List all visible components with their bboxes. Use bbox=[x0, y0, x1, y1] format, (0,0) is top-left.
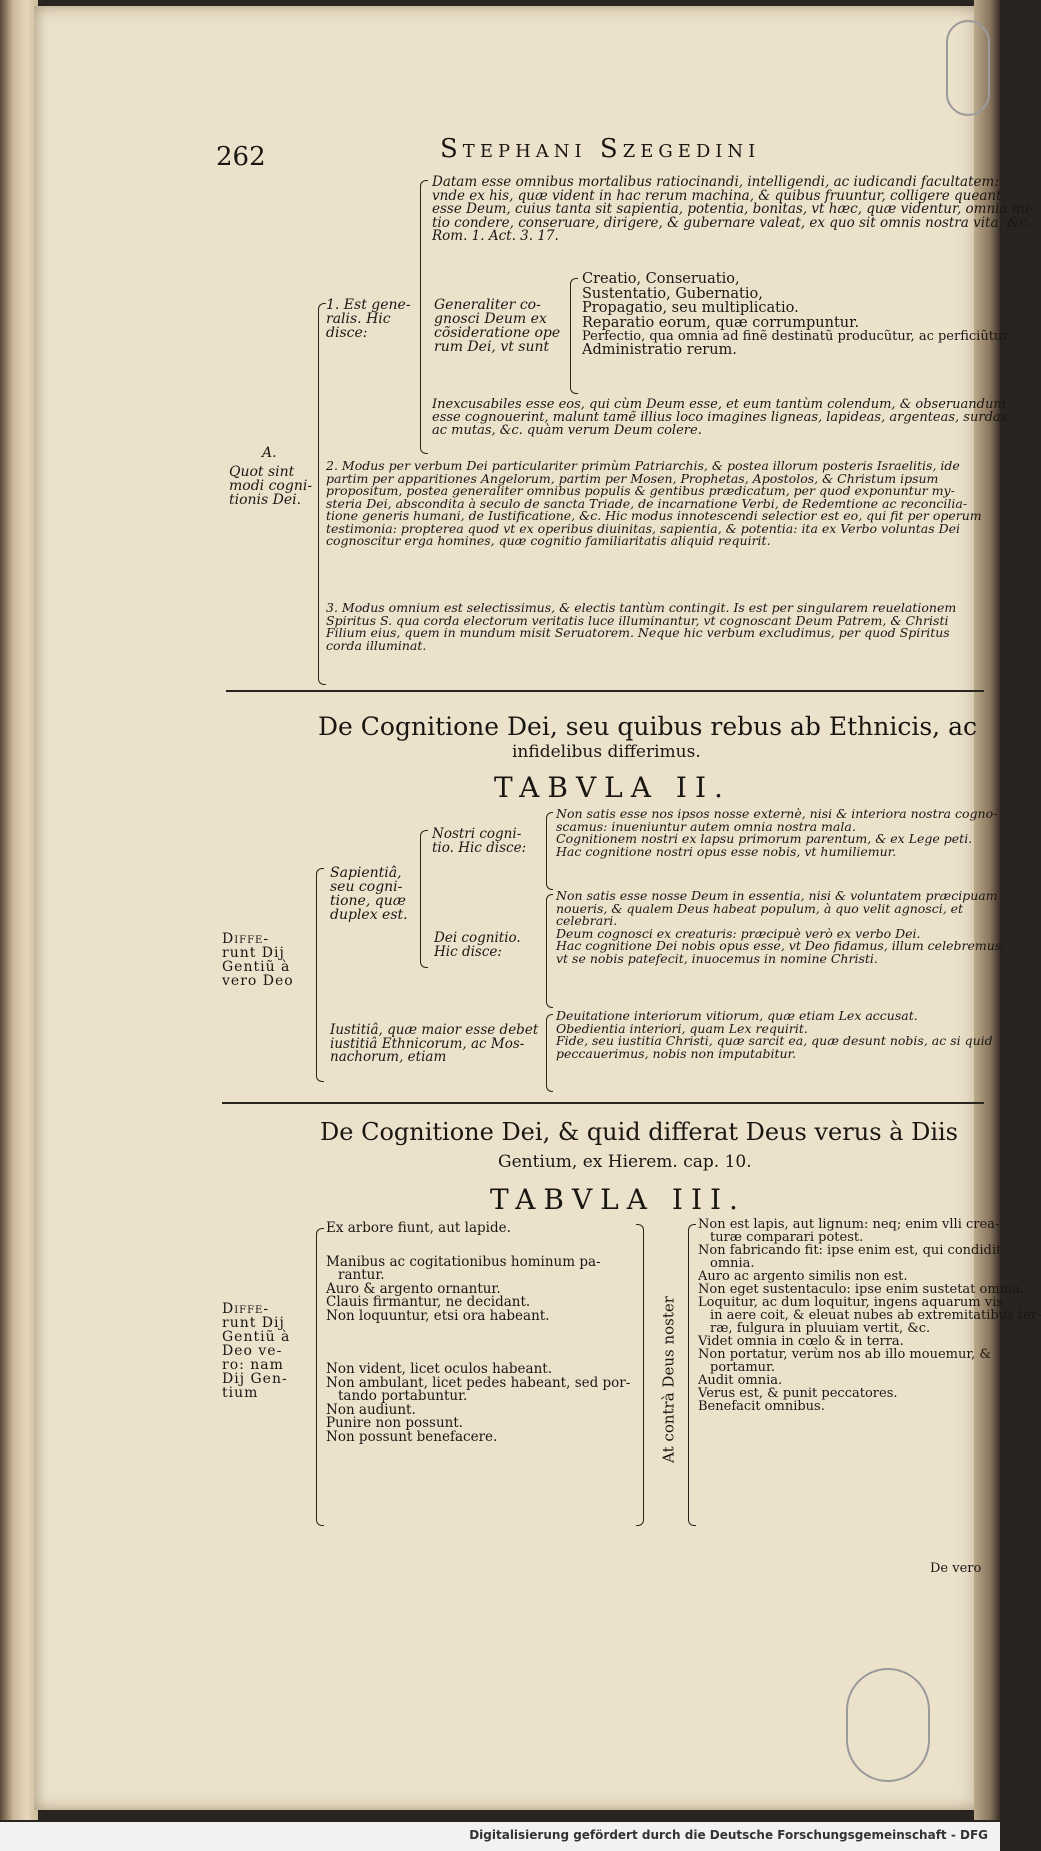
table1-modus1-label: 1. Est gene- ralis. Hic disce: bbox=[326, 297, 411, 341]
table1-generaliter-label: Generaliter co- gnosci Deum ex cõsideratione ope rum Dei, vt sunt bbox=[434, 297, 561, 355]
table2-nostri-items: Non satis esse nos ipsos nosse externè, nisi & interiora nostra cogno- scamus: inueniuntur autem omnia nostra mala. Cognitionem nostri ex lapsu primorum parentum, & ex Lege peti. Hac cognitione nostri opus esse nobis, vt humiliemur. bbox=[556, 806, 998, 859]
table1-main-brace bbox=[318, 303, 326, 685]
table1-root-label: Quot sint modi cogni- tionis Dei. bbox=[229, 464, 313, 508]
catchword: De vero bbox=[930, 1561, 982, 1576]
table2-nostri-label: Nostri cogni- tio. Hic disce: bbox=[432, 826, 527, 856]
opera-item: Reparatio eorum, quæ corrumpuntur. bbox=[582, 314, 860, 331]
opera-item: Sustentatio, Gubernatio, bbox=[582, 285, 763, 302]
table3-vertical-label: At contrà Deus noster bbox=[659, 1296, 678, 1463]
opera-item: Administratio rerum. bbox=[582, 342, 737, 358]
paper-clip-bottom bbox=[846, 1668, 930, 1782]
section-divider-1 bbox=[226, 690, 984, 692]
opera-item: Propagatio, seu multiplicatio. bbox=[582, 300, 799, 316]
table3-heading-line1: De Cognitione Dei, & quid differat Deus verus à Diis bbox=[320, 1118, 958, 1146]
table3-left-items: Ex arbore fiunt, aut lapide. Manibus ac cogitationibus hominum pa- rantur. Auro & argento ornantur. Clauis firmantur, ne decidant. Non loquuntur, etsi ora habeant. Non vident, licet oculos habeant. Non ambulant, licet pedes habeant, sed por- tando portabuntur. Non audiunt. Punire non possunt. Non possunt benefacere. bbox=[326, 1220, 631, 1445]
paper-clip-top bbox=[946, 20, 990, 116]
table1-intro: Datam esse omnibus mortalibus ratiocinandi, intelligendi, ac iudicandi facultatem: vnde ex his, quæ vident in hac rerum machina, & quibus fruuntur, colligere queant, esse Deum, cuius tanta sit sapientia, potentia, bonitas, vt hæc, quæ videntur, omnia ini- tio condere, conseruare, dirigere, & gubernare valeat, ex quo sit omnis nostra vita, &c. Rom. 1. Act. 3. 17. bbox=[432, 174, 1034, 244]
table1-root-letter: A. bbox=[262, 445, 277, 461]
table3-right-items: Non est lapis, aut lignum: neq; enim vlli crea- turæ comparari potest. Non fabricando fit: ipse enim est, qui condidit omnia. Auro ac argento similis non est. Non eget sustentaculo: ipse enim sustetat omnia. Loquitur, ac dum loquitur, ingens aquarum vis in aere coit, & eleuat nubes ab extremitatibus ter- ræ, fulgura in pluuiam vertit, &c. Videt omnia in cœlo & in terra. Non portatur, verùm nos ab illo mouemur, & portamur. Audit omnia. Verus est, & punit peccatores. Benefacit omnibus. bbox=[698, 1217, 1041, 1414]
table1-opera-brace bbox=[570, 278, 578, 394]
table1-modus1-brace bbox=[420, 180, 428, 454]
table2-dei-label: Dei cognitio. Hic disce: bbox=[434, 930, 521, 960]
table2-nostri-brace bbox=[546, 812, 553, 890]
table3-center-brace-left bbox=[636, 1224, 644, 1526]
table1-inexcusabiles: Inexcusabiles esse eos, qui cùm Deum esse, et eum tantùm colendum, & obseruandum esse cognouerint, malunt tamẽ illius loco imagines ligneas, lapideas, argenteas, surdas ac mutas, &c. quàm verum Deum colere. bbox=[432, 397, 1008, 438]
table2-tabula-title: TABVLA II. bbox=[494, 771, 731, 804]
table3-left-brace bbox=[316, 1228, 324, 1526]
section-divider-2 bbox=[222, 1102, 984, 1104]
table2-iustitia: Iustitiâ, quæ maior esse debet iustitiâ Ethnicorum, ac Mos- nachorum, etiam bbox=[330, 1022, 539, 1065]
table3-heading-line2: Gentium, ex Hierem. cap. 10. bbox=[498, 1152, 752, 1172]
table1-modus3: 3. Modus omnium est selectissimus, & electis tantùm contingit. Is est per singularem reuelationem Spiritus S. qua corda electorum veritatis luce illuminantur, vt cognoscant Deum Patrem, & Christi Filium eius, quem in mundum misit Seruatorem. Neque hic verbum excludimus, per quod Spiritus corda illuminat. bbox=[326, 600, 957, 653]
footer-credit: Digitalisierung gefördert durch die Deutsche Forschungsgemeinschaft - DFG bbox=[469, 1828, 988, 1842]
table2-dei-items: Non satis esse nosse Deum in essentia, nisi & voluntatem præcipuam noueris, & qualem Deus habeat populum, à quo velit agnosci, et celebrari. Deum cognosci ex creaturis: præcipuè verò ex verbo Dei. Hac cognitione Dei nobis opus esse, vt Deo fidamus, illum celebremus, vt se nobis patefecit, inuocemus in nomine Christi. bbox=[556, 888, 1006, 966]
table2-main-brace bbox=[316, 868, 324, 1082]
book-spine bbox=[0, 0, 38, 1820]
table1-opera-list bbox=[582, 272, 1011, 358]
table2-dei-brace bbox=[546, 894, 553, 1008]
table2-heading-line2: infidelibus differimus. bbox=[512, 742, 701, 762]
running-title: Stephani Szegedini bbox=[440, 134, 761, 164]
page-number: 262 bbox=[216, 142, 266, 172]
table2-sapientia-brace bbox=[420, 830, 428, 968]
table3-root-label: Diffe- runt Dij Gentiũ à Deo ve- ro: nam Dij Gen- tium bbox=[222, 1301, 291, 1401]
table3-right-brace bbox=[688, 1224, 696, 1526]
table2-iustitia-items: Deuitatione interiorum vitiorum, quæ etiam Lex accusat. Obedientia interiori, quam Lex requirit. Fide, seu iustitia Christi, quæ sarcit ea, quæ desunt nobis, ac si quid peccauerimus, nobis non imputabitur. bbox=[556, 1008, 993, 1061]
opera-item: Perfectio, qua omnia ad finẽ destinatũ producũtur, ac perficiũtur. bbox=[582, 329, 1012, 344]
table2-heading-line1: De Cognitione Dei, seu quibus rebus ab Ethnicis, ac bbox=[318, 712, 977, 741]
table2-root-label: Diffe- runt Dij Gentiũ à vero Deo bbox=[222, 931, 294, 989]
opera-item: Creatio, Conseruatio, bbox=[582, 271, 740, 287]
table1-modus2: 2. Modus per verbum Dei particulariter primùm Patriarchis, & postea illorum posteris Israelitis, ide partim per apparitiones Angelorum, partim per Mosen, Prophetas, Apostolos, & Christum ipsum propositum, postea generaliter omnibus populis & gentibus prædicatum, per quod exponuntur my- steria Dei, abscondita à seculo de sancta Triade, de incarnatione Verbi, de Redemtione ac reconcilia- tione generis humani, de Iustificatione, &c. Hic modus innotescendi selectior est eo, qui fit per operum testimonia: propterea quod vt ex operibus diuinitas, sapientia, & potentia: ita ex Verbo voluntas Dei cognoscitur erga homines, quæ cognitio familiaritatis aliquid requirit. bbox=[326, 458, 982, 548]
table2-sapientia: Sapientiâ, seu cogni- tione, quæ duplex est. bbox=[330, 865, 408, 923]
table2-iustitia-brace bbox=[546, 1014, 553, 1092]
table3-tabula-title: TABVLA III. bbox=[490, 1183, 746, 1216]
